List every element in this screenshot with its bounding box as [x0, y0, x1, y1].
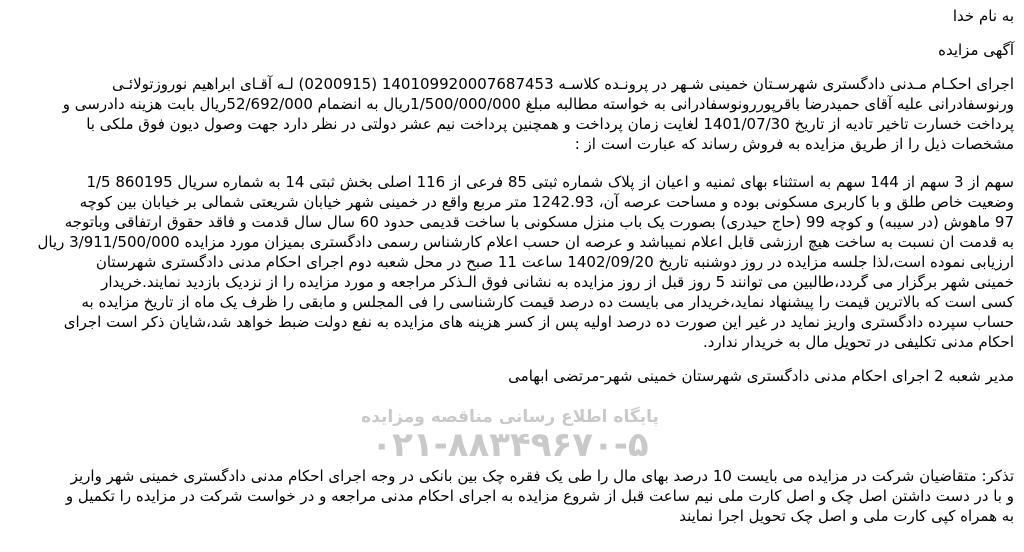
- body-line: احکام مدنی تکلیفی در تحویل مال به خریدار ندارد.: [702, 333, 1014, 351]
- intro-line: اجرای احکـام مـدنی دادگستری شهرسـتان خمینی شـهر در پرونـده کلاسـه 140109920007687453 (0200915) لـه آقـای ابراهیم نوروزتولائـی: [112, 75, 1014, 93]
- body-line: خمینی شهر برگزار می گردد،طالبین می توانند 5 روز قبل از روز مزایده به نشانی فوق الـذکر مراجعه و مورد مزایده را از نزدیک بازدید نمایند.خریدار: [101, 273, 1014, 291]
- body-line: وضعیت خاص طلق و با کاربری مسکونی بوده و مساحت عرصه آن، 1242.93 متر مربع واقع در خمینی شهر خیابان شریعتی شمالی بر خیابان بین کوچه: [79, 193, 1014, 211]
- note-line: تذکر: متقاضیان شرکت در مزایده می بایست 10 درصد بهای مال را طی یک فقره چک بین بانکی در وجه اجرای احکام مدنی دادگستری خمینی شهر واریز: [70, 467, 1014, 485]
- body-line: سهم از 3 سهم از 144 سهم به استثناء بهای ثمنیه و اعیان از پلاک شماره ثبتی 85 فرعی از 116 اصلی بخش ثبتی 14 به شماره سریال 860195 1/5: [86, 173, 1014, 191]
- body-line: کسی است که بالاترین قیمت را پیشنهاد نماید،خریدار می بایست ده درصد قیمت کارشناسی را فی المجلس و مابقی را ظرف یک ماه از تاریخ مزایده به: [81, 293, 1014, 311]
- watermark-text: پایگاه اطلاع رسانی مناقصه ومزایده: [361, 407, 659, 427]
- watermark-phone: ۰۲۱-۸۸۳۴۹۶۷۰-۵: [371, 425, 649, 465]
- signature-line: مدیر شعبه 2 اجرای احکام مدنی دادگستری شهرستان خمینی شهر-مرتضی ابهامی: [508, 367, 1014, 385]
- body-line: به قدمت ان نسبت به ساخت هیچ ارزشی قابل اعلام نمیباشد و عرصه ان حسب اعلام کارشناس رسمی دادگستری بمیزان مورد مزایده 3/911/500/000 ریال: [37, 233, 1014, 251]
- body-line: ارزیابی نموده است،لذا جلسه مزایده در روز دوشنبه تاریخ 1402/09/20 ساعت 11 صبح در محل شعبه دوم اجرای احکام مدنی دادگستری شهرستان: [95, 253, 1014, 271]
- note-line: به همراه کپی کارت ملی و اصل چک تحویل اجرا نمایند: [679, 507, 1014, 525]
- intro-line: پرداخت خسارت تاخیر تادیه از تاریخ 1401/07/30 لغایت زمان پرداخت و همچنین پرداخت نیم عشر دولتی در نظر دارد جهت وصول دیون فوق ملکی با: [86, 115, 1014, 133]
- note-line: و با در دست داشتن اصل چک و اصل کارت ملی نیم ساعت قبل از شروع مزایده به اجرای احکام مدنی مراجعه و در خواست شرکت در مزایده را تکمیل و: [65, 487, 1014, 505]
- intro-line: ورنوسفادرانی علیه آقای حمیدرضا باقرپوررونوسفادرانی به خواسته مطالبه مبلغ 1/500/000/000ریال به انضمام 52/692/000ریال بابت هزینه دادرسی و: [62, 95, 1014, 113]
- body-line: حساب سپرده دادگستری واریز نماید در غیر این صورت ده درصد اولیه پس از کسر هزینه های مزایده به نفع دولت ضبط خواهد شد،شایان ذکر است اجرای: [63, 313, 1014, 331]
- intro-line: مشخصات ذیل را از طریق مزایده به فروش رساند که عبارت است از :: [574, 135, 1014, 153]
- basmala-heading: به نام خدا: [952, 7, 1014, 25]
- body-line: 97 ماهوش (در سیبه) و کوچه 99 (حاج حیدری) بصورت یک باب منزل مسکونی با ساخت قدیمی حدود 60 سال سال قدمت و فاقد حقوق ارتفاقی وباتوجه: [64, 213, 1014, 231]
- notice-title: آگهی مزایده: [938, 41, 1014, 59]
